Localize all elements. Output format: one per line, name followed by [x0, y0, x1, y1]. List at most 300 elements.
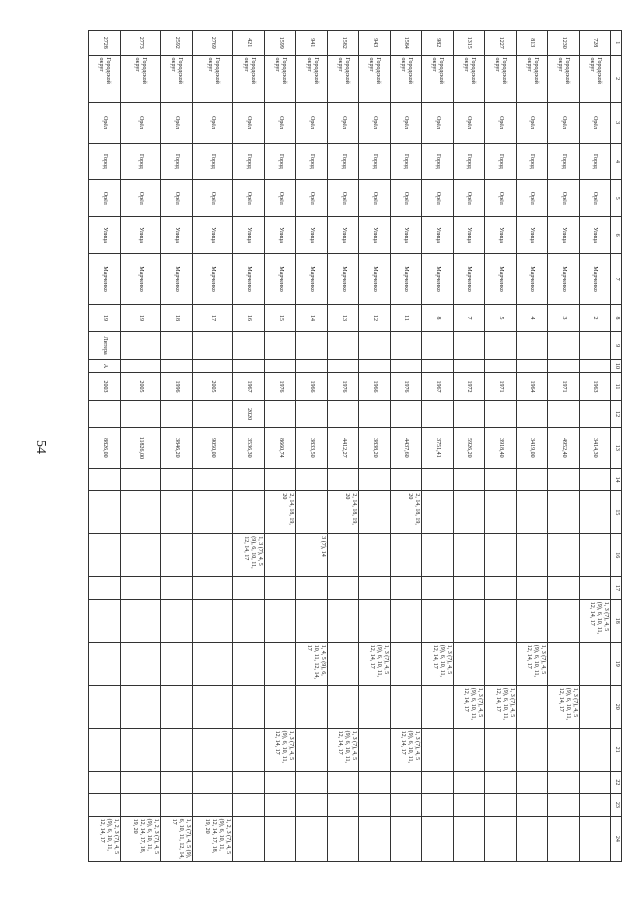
- table-cell-col-14: [579, 468, 610, 491]
- table-cell-col-15: 2, 14, 18, 19, 20: [327, 491, 358, 534]
- table-cell-col-8: 19: [120, 305, 161, 332]
- table-cell-col-21: 1, 3 (7), 4, 5 (9), 6, 10, 11, 12, 14, 17: [327, 728, 358, 771]
- table-cell-col-14: [359, 468, 390, 491]
- table-cell-col-13: 9050,00: [192, 427, 233, 468]
- table-cell-col-18: [233, 599, 264, 642]
- table-cell-col-1: 943: [359, 31, 390, 56]
- table-cell-col-7: Марченко: [296, 254, 327, 305]
- table-cell-col-22: [161, 771, 192, 794]
- table-cell-col-12: [192, 401, 233, 428]
- table-cell-col-16: [579, 534, 610, 577]
- table-cell-col-3: Орёл: [359, 102, 390, 143]
- table-cell-col-14: [390, 468, 421, 491]
- column-number-17: 17: [611, 577, 622, 600]
- table-cell-col-21: [233, 728, 264, 771]
- table-cell-col-9: [485, 331, 516, 360]
- table-cell-col-8: 13: [327, 305, 358, 332]
- table-cell-col-23: [453, 794, 484, 817]
- table-cell-col-18: [390, 599, 421, 642]
- table-cell-col-18: [485, 599, 516, 642]
- table-cell-col-14: [192, 468, 233, 491]
- table-cell-col-11: 1971: [548, 372, 579, 401]
- table-cell-col-2: Городской округ: [516, 55, 547, 102]
- table-cell-col-12: [296, 401, 327, 428]
- table-cell-col-20: [161, 685, 192, 728]
- table-cell-col-9: [296, 331, 327, 360]
- column-number-9: 9: [611, 331, 622, 360]
- table-cell-col-13: 3751,41: [422, 427, 453, 468]
- table-cell-col-5: Орёл: [579, 180, 610, 217]
- table-cell-col-4: Город: [120, 143, 161, 180]
- table-cell-col-10: [359, 360, 390, 372]
- table-cell-col-6: Улица: [192, 217, 233, 254]
- table-cell-col-4: Город: [485, 143, 516, 180]
- table-cell-col-24: [485, 816, 516, 861]
- column-number-24: 24: [611, 816, 622, 861]
- table-row: [453, 31, 484, 862]
- table-cell-col-21: [453, 728, 484, 771]
- table-cell-col-16: [120, 534, 161, 577]
- column-number-7: 7: [611, 254, 622, 305]
- table-cell-col-24: 1, 2, 3 (7), 4, 5 (9), 6, 10, 11, 12, 14, 17, 18, 19, 20: [120, 816, 161, 861]
- table-cell-col-7: Марченко: [579, 254, 610, 305]
- table-row: [516, 31, 547, 862]
- table-cell-col-14: [89, 468, 121, 491]
- table-cell-col-15: 2, 14, 18, 19, 20: [390, 491, 421, 534]
- table-cell-col-1: 2592: [161, 31, 192, 56]
- table-cell-col-16: [327, 534, 358, 577]
- table-cell-col-7: Марченко: [327, 254, 358, 305]
- table-cell-col-20: 1, 3 (7), 4, 5 (9), 6, 10, 11, 12, 14, 17: [453, 685, 484, 728]
- table-cell-col-22: [264, 771, 295, 794]
- table-cell-col-4: Город: [233, 143, 264, 180]
- table-cell-col-23: [120, 794, 161, 817]
- table-cell-col-9: [120, 331, 161, 360]
- table-cell-col-14: [233, 468, 264, 491]
- table-cell-col-5: Орёл: [327, 180, 358, 217]
- table-cell-col-11: 1976: [264, 372, 295, 401]
- table-cell-col-3: Орёл: [296, 102, 327, 143]
- table-cell-col-7: Марченко: [161, 254, 192, 305]
- table-row: [548, 31, 579, 862]
- table-cell-col-13: 3414,30: [579, 427, 610, 468]
- table-cell-col-22: [120, 771, 161, 794]
- table-cell-col-21: [120, 728, 161, 771]
- table-cell-col-7: Марченко: [120, 254, 161, 305]
- table-cell-col-22: [192, 771, 233, 794]
- table-cell-col-12: [485, 401, 516, 428]
- table-cell-col-8: 5: [485, 305, 516, 332]
- table-cell-col-8: 16: [233, 305, 264, 332]
- table-cell-col-4: Город: [161, 143, 192, 180]
- table-cell-col-18: [548, 599, 579, 642]
- table-cell-col-9: [579, 331, 610, 360]
- table-cell-col-2: Городской округ: [327, 55, 358, 102]
- table-cell-col-21: 1, 3 (7), 4, 5 (9), 6, 10, 11, 12, 14, 17: [390, 728, 421, 771]
- table-cell-col-8: 17: [192, 305, 233, 332]
- table-cell-col-17: [327, 577, 358, 600]
- table-cell-col-14: [296, 468, 327, 491]
- table-cell-col-14: [422, 468, 453, 491]
- table-cell-col-6: Улица: [233, 217, 264, 254]
- table-cell-col-8: 19: [89, 305, 121, 332]
- table-cell-col-4: Город: [516, 143, 547, 180]
- table-row: [422, 31, 453, 862]
- table-cell-col-5: Орёл: [422, 180, 453, 217]
- table-cell-col-7: Марченко: [192, 254, 233, 305]
- table-cell-col-14: [516, 468, 547, 491]
- table-cell-col-24: [233, 816, 264, 861]
- table-cell-col-23: [422, 794, 453, 817]
- table-cell-col-21: [359, 728, 390, 771]
- table-cell-col-10: [579, 360, 610, 372]
- table-cell-col-5: Орёл: [192, 180, 233, 217]
- column-number-18: 18: [611, 599, 622, 642]
- table-cell-col-3: Орёл: [161, 102, 192, 143]
- table-cell-col-19: 1, 3 (7), 4, 5 (9), 6, 10, 11, 12, 14, 17: [516, 642, 547, 685]
- table-row: [390, 31, 421, 862]
- table-cell-col-19: [579, 642, 610, 685]
- table-row: [120, 31, 161, 862]
- table-cell-col-23: [327, 794, 358, 817]
- table-cell-col-20: [296, 685, 327, 728]
- table-cell-col-1: 2769: [192, 31, 233, 56]
- table-row: [327, 31, 358, 862]
- table-cell-col-17: [579, 577, 610, 600]
- table-cell-col-12: [453, 401, 484, 428]
- table-cell-col-21: [579, 728, 610, 771]
- table-cell-col-1: 728: [579, 31, 610, 56]
- table-cell-col-11: 1976: [327, 372, 358, 401]
- table-cell-col-22: [485, 771, 516, 794]
- table-cell-col-15: [89, 491, 121, 534]
- table-cell-col-15: [548, 491, 579, 534]
- table-cell-col-9: [422, 331, 453, 360]
- table-cell-col-15: [516, 491, 547, 534]
- table-cell-col-1: 2728: [89, 31, 121, 56]
- table-cell-col-9: [161, 331, 192, 360]
- table-cell-col-2: Городской округ: [120, 55, 161, 102]
- table-cell-col-12: [579, 401, 610, 428]
- table-cell-col-18: [89, 599, 121, 642]
- table-cell-col-16: [192, 534, 233, 577]
- table-cell-col-1: 1227: [485, 31, 516, 56]
- table-cell-col-19: [264, 642, 295, 685]
- table-cell-col-17: [296, 577, 327, 600]
- table-cell-col-5: Орёл: [233, 180, 264, 217]
- table-cell-col-12: [390, 401, 421, 428]
- table-cell-col-16: 1, 3 (7), 4, 5 (9), 6, 10, 11, 12, 14, 17: [233, 534, 264, 577]
- table-row: [264, 31, 295, 862]
- table-cell-col-14: [453, 468, 484, 491]
- table-cell-col-11: 2005: [192, 372, 233, 401]
- table-cell-col-17: [453, 577, 484, 600]
- table-cell-col-11: 1963: [579, 372, 610, 401]
- table-cell-col-12: [161, 401, 192, 428]
- table-cell-col-8: 4: [516, 305, 547, 332]
- table-cell-col-3: Орёл: [327, 102, 358, 143]
- table-cell-col-5: Орёл: [89, 180, 121, 217]
- table-cell-col-21: [192, 728, 233, 771]
- page-number: 54: [33, 440, 48, 454]
- column-number-16: 16: [611, 534, 622, 577]
- table-cell-col-13: 3419,00: [516, 427, 547, 468]
- column-number-20: 20: [611, 685, 622, 728]
- table-cell-col-4: Город: [327, 143, 358, 180]
- table-cell-col-12: [89, 401, 121, 428]
- table-cell-col-17: [161, 577, 192, 600]
- rotated-table-container: [88, 30, 622, 862]
- table-cell-col-3: Орёл: [579, 102, 610, 143]
- table-cell-col-1: 1599: [264, 31, 295, 56]
- table-cell-col-24: [453, 816, 484, 861]
- table-cell-col-4: Город: [548, 143, 579, 180]
- table-cell-col-5: Орёл: [453, 180, 484, 217]
- table-cell-col-7: Марченко: [233, 254, 264, 305]
- table-cell-col-7: Марченко: [548, 254, 579, 305]
- table-cell-col-19: [485, 642, 516, 685]
- table-cell-col-1: 421: [233, 31, 264, 56]
- header-row: [611, 31, 622, 862]
- table-row: [192, 31, 233, 862]
- table-cell-col-17: [264, 577, 295, 600]
- table-cell-col-24: [548, 816, 579, 861]
- table-cell-col-15: [579, 491, 610, 534]
- table-cell-col-20: [120, 685, 161, 728]
- table-cell-col-2: Городской округ: [422, 55, 453, 102]
- table-row: [89, 31, 121, 862]
- table-cell-col-22: [579, 771, 610, 794]
- table-cell-col-19: 1, 3 (7), 4, 5 (9), 6, 10, 11, 12, 14, 17: [359, 642, 390, 685]
- table-cell-col-12: [516, 401, 547, 428]
- table-cell-col-19: 1, 3 (7), 4, 5 (9), 6, 10, 11, 12, 14, 17: [422, 642, 453, 685]
- table-cell-col-8: 8: [422, 305, 453, 332]
- table-cell-col-23: [192, 794, 233, 817]
- table-cell-col-5: Орёл: [359, 180, 390, 217]
- table-cell-col-17: [516, 577, 547, 600]
- table-body: [89, 31, 622, 862]
- table-cell-col-15: [233, 491, 264, 534]
- table-cell-col-6: Улица: [161, 217, 192, 254]
- table-cell-col-16: [548, 534, 579, 577]
- table-cell-col-2: Городской округ: [359, 55, 390, 102]
- table-cell-col-8: 12: [359, 305, 390, 332]
- table-cell-col-10: [516, 360, 547, 372]
- table-cell-col-17: [422, 577, 453, 600]
- table-cell-col-8: 7: [453, 305, 484, 332]
- table-cell-col-21: [422, 728, 453, 771]
- table-cell-col-18: [120, 599, 161, 642]
- column-number-21: 21: [611, 728, 622, 771]
- table-cell-col-6: Улица: [453, 217, 484, 254]
- table-cell-col-13: 4412,27: [327, 427, 358, 468]
- table-cell-col-19: [548, 642, 579, 685]
- table-row: [579, 31, 610, 862]
- table-cell-col-20: [579, 685, 610, 728]
- column-number-10: 10: [611, 360, 622, 372]
- table-cell-col-19: [233, 642, 264, 685]
- table-cell-col-23: [359, 794, 390, 817]
- table-cell-col-4: Город: [264, 143, 295, 180]
- table-cell-col-21: [296, 728, 327, 771]
- table-cell-col-10: [296, 360, 327, 372]
- table-cell-col-23: [579, 794, 610, 817]
- table-cell-col-12: [327, 401, 358, 428]
- table-cell-col-9: [516, 331, 547, 360]
- table-cell-col-2: Городской округ: [89, 55, 121, 102]
- table-cell-col-18: [161, 599, 192, 642]
- table-cell-col-21: [485, 728, 516, 771]
- table-cell-col-16: [264, 534, 295, 577]
- table-cell-col-2: Городской округ: [296, 55, 327, 102]
- table-cell-col-15: 2, 14, 18, 19, 20: [264, 491, 295, 534]
- table-cell-col-8: 15: [264, 305, 295, 332]
- table-cell-col-6: Улица: [422, 217, 453, 254]
- table-cell-col-12: 2020: [233, 401, 264, 428]
- table-cell-col-5: Орёл: [485, 180, 516, 217]
- table-cell-col-1: 941: [296, 31, 327, 56]
- table-cell-col-10: [453, 360, 484, 372]
- table-cell-col-12: [120, 401, 161, 428]
- column-number-23: 23: [611, 794, 622, 817]
- table-cell-col-8: 3: [548, 305, 579, 332]
- table-cell-col-24: [296, 816, 327, 861]
- table-cell-col-23: [161, 794, 192, 817]
- table-cell-col-17: [485, 577, 516, 600]
- table-cell-col-15: [422, 491, 453, 534]
- table-cell-col-19: [192, 642, 233, 685]
- table-cell-col-3: Орёл: [264, 102, 295, 143]
- table-cell-col-23: [516, 794, 547, 817]
- table-cell-col-18: [296, 599, 327, 642]
- table-cell-col-4: Город: [359, 143, 390, 180]
- table-cell-col-17: [233, 577, 264, 600]
- table-cell-col-4: Город: [453, 143, 484, 180]
- table-cell-col-17: [390, 577, 421, 600]
- table-cell-col-4: Город: [422, 143, 453, 180]
- table-cell-col-11: 2003: [89, 372, 121, 401]
- table-cell-col-20: [327, 685, 358, 728]
- table-cell-col-18: [422, 599, 453, 642]
- table-cell-col-22: [516, 771, 547, 794]
- table-cell-col-24: [579, 816, 610, 861]
- table-cell-col-14: [327, 468, 358, 491]
- table-cell-col-23: [390, 794, 421, 817]
- table-cell-col-16: [453, 534, 484, 577]
- table-cell-col-15: [161, 491, 192, 534]
- table-cell-col-9: [327, 331, 358, 360]
- table-cell-col-16: [161, 534, 192, 577]
- table-cell-col-3: Орёл: [422, 102, 453, 143]
- table-cell-col-13: 3833,50: [296, 427, 327, 468]
- table-cell-col-17: [89, 577, 121, 600]
- column-number-14: 14: [611, 468, 622, 491]
- table-cell-col-9: [390, 331, 421, 360]
- table-cell-col-10: [192, 360, 233, 372]
- column-number-11: 11: [611, 372, 622, 401]
- table-cell-col-20: [264, 685, 295, 728]
- table-cell-col-9: Литера: [89, 331, 121, 360]
- table-cell-col-18: 1, 3 (7), 4, 5 (9), 6, 10, 11, 12, 14, 17: [579, 599, 610, 642]
- table-cell-col-1: 982: [422, 31, 453, 56]
- table-cell-col-15: [485, 491, 516, 534]
- table-cell-col-18: [264, 599, 295, 642]
- table-cell-col-10: [161, 360, 192, 372]
- table-cell-col-7: Марченко: [390, 254, 421, 305]
- table-cell-col-5: Орёл: [264, 180, 295, 217]
- table-cell-col-18: [192, 599, 233, 642]
- table-cell-col-6: Улица: [264, 217, 295, 254]
- table-cell-col-22: [453, 771, 484, 794]
- table-cell-col-6: Улица: [548, 217, 579, 254]
- table-cell-col-22: [359, 771, 390, 794]
- table-cell-col-19: 1, 4, 5 (9), 6, 10, 11, 12, 14, 17: [296, 642, 327, 685]
- table-cell-col-6: Улица: [390, 217, 421, 254]
- table-cell-col-18: [359, 599, 390, 642]
- table-cell-col-16: [390, 534, 421, 577]
- table-cell-col-23: [296, 794, 327, 817]
- table-cell-col-7: Марченко: [359, 254, 390, 305]
- table-cell-col-20: 1, 3 (7), 4, 5 (9), 6, 10, 11, 12, 14, 17: [548, 685, 579, 728]
- table-cell-col-4: Город: [390, 143, 421, 180]
- table-cell-col-13: 8660,74: [264, 427, 295, 468]
- table-cell-col-11: 1971: [485, 372, 516, 401]
- table-cell-col-2: Городской округ: [453, 55, 484, 102]
- table-cell-col-10: [233, 360, 264, 372]
- column-number-3: 3: [611, 102, 622, 143]
- table-cell-col-19: [161, 642, 192, 685]
- column-number-8: 8: [611, 305, 622, 332]
- table-cell-col-15: [453, 491, 484, 534]
- table-cell-col-14: [485, 468, 516, 491]
- table-cell-col-11: 1996: [161, 372, 192, 401]
- table-cell-col-14: [120, 468, 161, 491]
- table-cell-col-5: Орёл: [161, 180, 192, 217]
- table-cell-col-24: [390, 816, 421, 861]
- table-cell-col-13: 11826,00: [120, 427, 161, 468]
- table-cell-col-7: Марченко: [485, 254, 516, 305]
- table-cell-col-1: 2773: [120, 31, 161, 56]
- table-cell-col-22: [89, 771, 121, 794]
- table-cell-col-23: [233, 794, 264, 817]
- table-cell-col-19: [327, 642, 358, 685]
- table-cell-col-2: Городской округ: [485, 55, 516, 102]
- table-cell-col-4: Город: [192, 143, 233, 180]
- table-cell-col-13: 3846,20: [161, 427, 192, 468]
- table-cell-col-20: [390, 685, 421, 728]
- table-cell-col-22: [422, 771, 453, 794]
- table-cell-col-11: 1972: [453, 372, 484, 401]
- table-cell-col-15: [120, 491, 161, 534]
- table-row: [296, 31, 327, 862]
- table-cell-col-1: 813: [516, 31, 547, 56]
- column-number-2: 2: [611, 55, 622, 102]
- column-number-5: 5: [611, 180, 622, 217]
- table-cell-col-20: 1, 3 (7), 4, 5 (9), 6, 10, 11, 12, 14, 17: [485, 685, 516, 728]
- column-number-15: 15: [611, 491, 622, 534]
- table-cell-col-7: Марченко: [453, 254, 484, 305]
- table-cell-col-11: 1976: [390, 372, 421, 401]
- table-cell-col-9: [359, 331, 390, 360]
- table-cell-col-23: [264, 794, 295, 817]
- table-cell-col-8: 11: [390, 305, 421, 332]
- table-cell-col-2: Городской округ: [390, 55, 421, 102]
- table-cell-col-3: Орёл: [89, 102, 121, 143]
- table-cell-col-11: 1966: [296, 372, 327, 401]
- table-cell-col-14: [548, 468, 579, 491]
- table-cell-col-6: Улица: [579, 217, 610, 254]
- table-cell-col-21: [548, 728, 579, 771]
